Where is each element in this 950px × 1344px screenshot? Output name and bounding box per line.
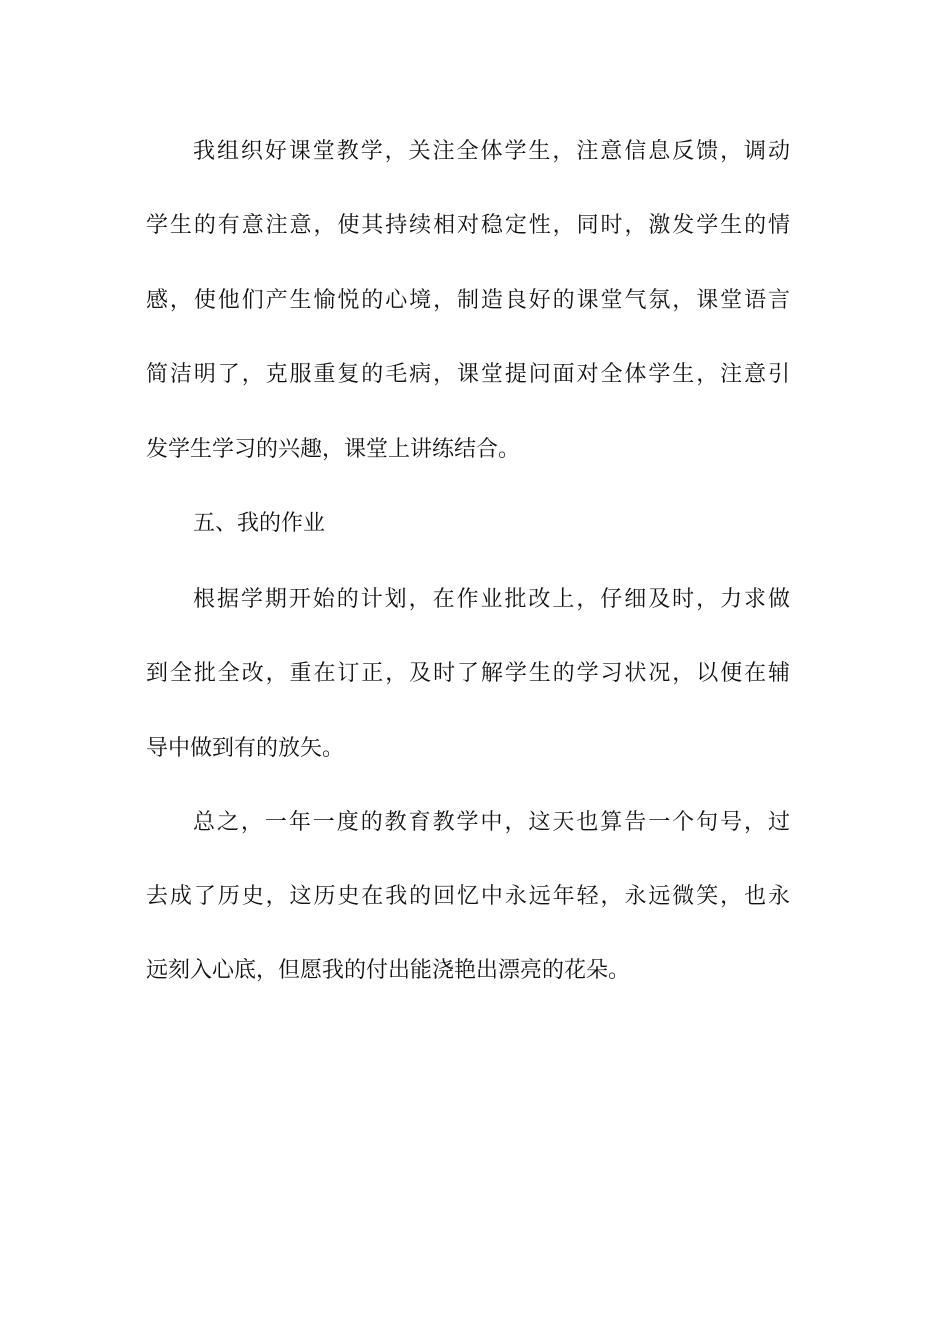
paragraph-1-line-5: 发学生学习的兴趣，课堂上讲练结合。 [146,437,521,462]
paragraph-3-line-2: 去成了历史，这历史在我的回忆中永远年轻，永远微笑，也永 [146,884,790,909]
paragraph-1-line-4: 简洁明了，克服重复的毛病，课堂提问面对全体学生，注意引 [146,362,790,387]
paragraph-2-line-2: 到全批全改，重在订正，及时了解学生的学习状况，以便在辅 [146,661,790,686]
paragraph-3-line-1: 总之，一年一度的教育教学中，这天也算告一个句号，过 [193,810,790,835]
paragraph-2-line-3: 导中做到有的放矢。 [146,736,345,761]
section-heading: 五、我的作业 [193,511,326,536]
paragraph-1-line-2: 学生的有意注意，使其持续相对稳定性，同时，激发学生的情 [146,213,790,238]
paragraph-3-line-3: 远刻入心底，但愿我的付出能浇艳出漂亮的花朵。 [146,958,631,983]
paragraph-1-line-1: 我组织好课堂教学，关注全体学生，注意信息反馈，调动 [193,139,790,164]
paragraph-1-line-3: 感，使他们产生愉悦的心境，制造良好的课堂气氛，课堂语言 [146,288,790,313]
paragraph-2-line-1: 根据学期开始的计划，在作业批改上，仔细及时，力求做 [193,587,790,612]
